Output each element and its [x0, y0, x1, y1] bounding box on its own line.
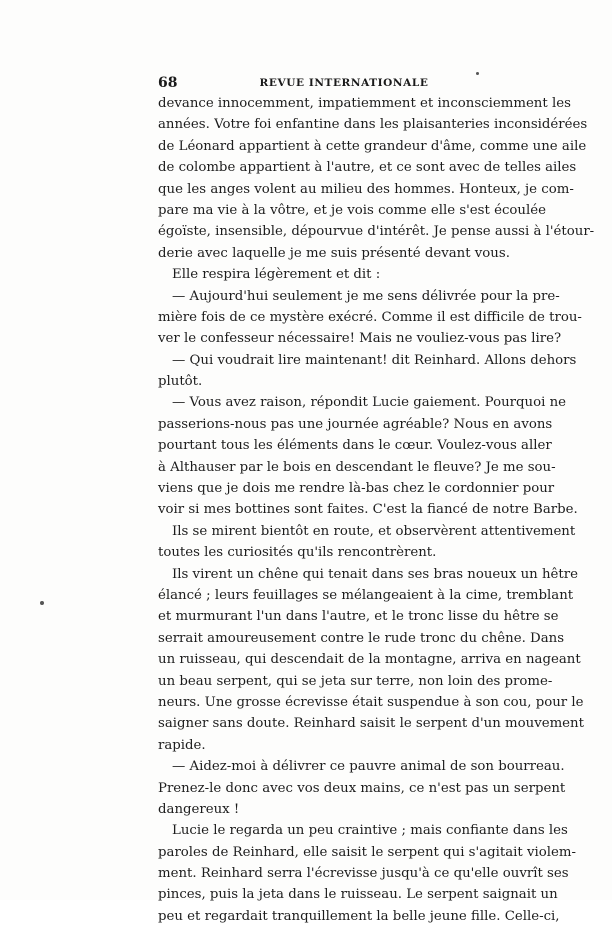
text-line: de colombe appartient à l'autre, et ce sont avec de telles ailes	[158, 160, 577, 176]
body-text	[158, 93, 595, 927]
text-line: un beau serpent, qui se jeta sur terre, non loin des prome-	[158, 673, 553, 689]
text-line: saigner sans doute. Reinhard saisit le serpent d'un mouvement	[158, 716, 584, 732]
text-line: Ils se mirent bientôt en route, et observèrent attentivement	[172, 523, 576, 539]
text-line: élancé ; leurs feuillages se mélangeaient à la cime, tremblant	[158, 587, 574, 603]
text-line: dangereux !	[158, 801, 240, 817]
text-line: à Althauser par le bois en descendant le fleuve? Je me sou-	[158, 459, 556, 475]
text-line: Prenez-le donc avec vos deux mains, ce n'est pas un serpent	[158, 780, 566, 796]
text-line: — Aujourd'hui seulement je me sens délivrée pour la pre-	[172, 288, 560, 304]
text-line: — Vous avez raison, répondit Lucie gaiement. Pourquoi ne	[172, 395, 567, 411]
text-line: de Léonard appartient à cette grandeur d'âme, comme une aile	[158, 138, 587, 154]
page-header	[158, 75, 530, 95]
text-line: et murmurant l'un dans l'autre, et le tronc lisse du hêtre se	[158, 609, 559, 625]
scan-speck	[476, 72, 479, 75]
page-number: 68	[158, 75, 178, 91]
running-head: REVUE INTERNATIONALE	[259, 77, 429, 89]
text-line: pourtant tous les éléments dans le cœur. Voulez-vous aller	[158, 438, 552, 454]
text-line: années. Votre foi enfantine dans les plaisanteries inconsidérées	[158, 117, 588, 133]
text-line: paroles de Reinhard, elle saisit le serpent qui s'agitait violem-	[158, 844, 576, 860]
scan-speck	[40, 601, 44, 605]
text-line: ver le confesseur nécessaire! Mais ne vouliez-vous pas lire?	[158, 331, 562, 347]
text-line: plutôt.	[158, 374, 203, 390]
text-line: Elle respira légèrement et dit :	[172, 267, 381, 283]
text-line: serrait amoureusement contre le rude tronc du chêne. Dans	[158, 630, 565, 646]
text-line: un ruisseau, qui descendait de la montagne, arriva en nageant	[158, 652, 581, 668]
text-line: — Aidez-moi à délivrer ce pauvre animal de son bourreau.	[172, 759, 565, 775]
text-line: viens que je dois me rendre là-bas chez le cordonnier pour	[158, 481, 555, 497]
text-line: — Qui voudrait lire maintenant! dit Reinhard. Allons dehors	[172, 352, 577, 368]
text-line: pinces, puis la jeta dans le ruisseau. Le serpent saignait un	[158, 887, 558, 903]
text-line: peu et regardait tranquillement la belle jeune fille. Celle-ci,	[158, 908, 560, 924]
text-line: que les anges volent au milieu des hommes. Honteux, je com-	[158, 181, 574, 197]
text-line: toutes les curiosités qu'ils rencontrèrent.	[158, 545, 437, 561]
text-line: Lucie le regarda un peu craintive ; mais confiante dans les	[172, 823, 568, 839]
text-line: Ils virent un chêne qui tenait dans ses bras noueux un hêtre	[172, 566, 578, 582]
text-line: voir si mes bottines sont faites. C'est la fiancé de notre Barbe.	[158, 502, 578, 518]
text-line: ment. Reinhard serra l'écrevisse jusqu'à ce qu'elle ouvrît ses	[158, 866, 569, 882]
text-line: pare ma vie à la vôtre, et je vois comme elle s'est écoulée	[158, 202, 546, 218]
text-line: rapide.	[158, 737, 206, 753]
text-line: passerions-nous pas une journée agréable? Nous en avons	[158, 416, 553, 432]
text-line: mière fois de ce mystère exécré. Comme il est difficile de trou-	[158, 309, 582, 325]
text-line: égoïste, insensible, dépourvue d'intérêt. Je pense aussi à l'étour-	[158, 224, 595, 240]
text-line: neurs. Une grosse écrevisse était suspendue à son cou, pour le	[158, 694, 584, 710]
text-line: derie avec laquelle je me suis présenté devant vous.	[158, 245, 510, 261]
text-line: devance innocemment, impatiemment et inconsciemment les	[158, 96, 571, 111]
